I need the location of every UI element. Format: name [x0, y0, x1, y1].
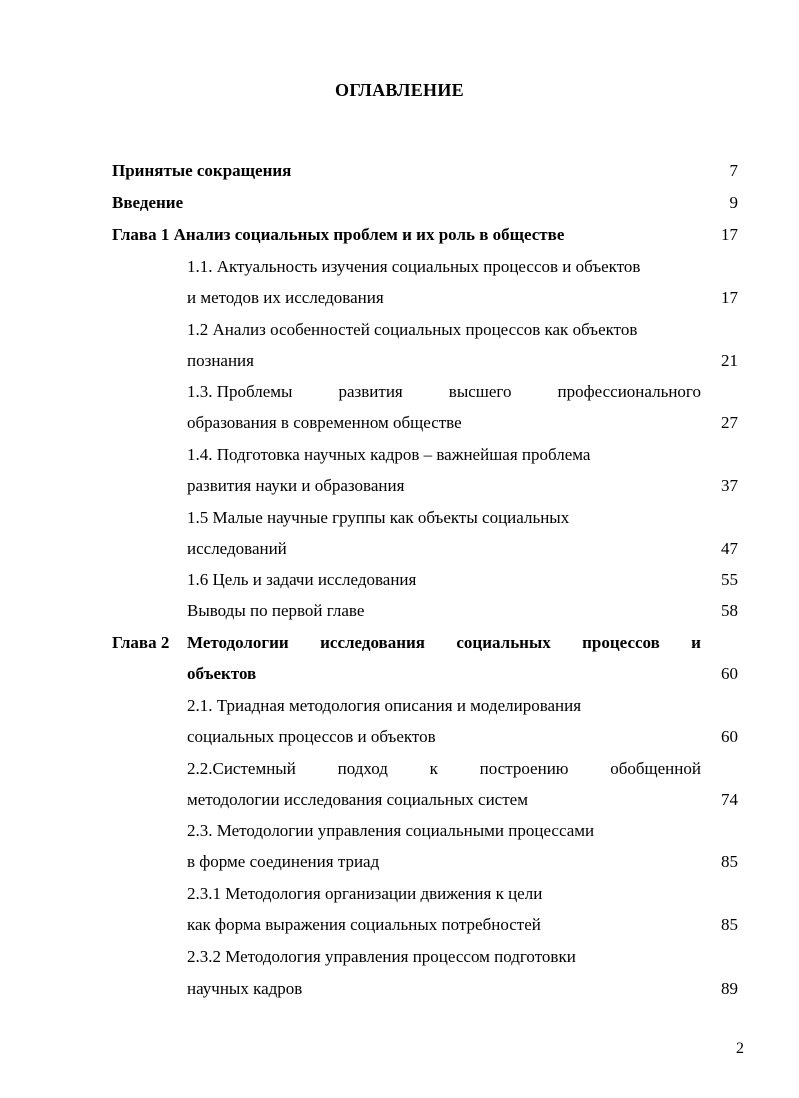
toc-title: ОГЛАВЛЕНИЕ [335, 80, 464, 100]
toc-word: 1.3. Проблемы [187, 382, 293, 401]
toc-page-number: 74 [721, 790, 738, 809]
toc-entry-text: Введение [112, 193, 184, 212]
toc-entry-line2: развития науки и образования [187, 476, 405, 495]
toc-entry-line2: методологии исследования социальных систем [187, 790, 528, 809]
toc-page-number: 17 [721, 225, 738, 244]
toc-page-number: 7 [729, 161, 738, 180]
toc-entry-line1: 2.3.2 Методология управления процессом подготовки [187, 947, 576, 966]
toc-entry-text: 1.6 Цель и задачи исследования [187, 570, 417, 589]
toc-word: социальных [456, 633, 551, 652]
toc-word: Методологии [187, 633, 289, 652]
toc-word: построению [479, 759, 569, 778]
toc-page-number: 21 [721, 351, 738, 370]
toc-entry-line2: исследований [187, 539, 287, 558]
toc-page-number: 27 [721, 413, 738, 432]
toc-page-number: 85 [721, 852, 738, 871]
toc-word: и [691, 633, 701, 652]
toc-entry-line2: научных кадров [187, 979, 303, 998]
toc-entry-line2: социальных процессов и объектов [187, 727, 436, 746]
toc-entry-line1: 2.1. Триадная методология описания и моделирования [187, 696, 582, 715]
toc-entry-line1: 1.2 Анализ особенностей социальных процессов как объектов [187, 320, 638, 339]
toc-entry-line2: как форма выражения социальных потребностей [187, 915, 541, 934]
toc-word: подход [337, 759, 388, 778]
toc-page-number: 9 [729, 193, 738, 212]
toc-entry-text: Выводы по первой главе [187, 601, 365, 620]
toc-page-number: 17 [721, 288, 738, 307]
toc-entry-line1: 2.3. Методологии управления социальными процессами [187, 821, 595, 840]
toc-entry-line1: 2.3.1 Методология организации движения к цели [187, 884, 543, 903]
toc-entry-line1: 1.4. Подготовка научных кадров – важнейшая проблема [187, 445, 591, 464]
toc-entry-line1 [187, 757, 701, 781]
toc-entry-text: Глава 1 Анализ социальных проблем и их роль в обществе [112, 225, 565, 244]
toc-entry-line2: познания [187, 351, 254, 370]
toc-word: профессионального [557, 382, 701, 401]
toc-entry-line1 [187, 631, 701, 655]
toc-word: 2.2.Системный [187, 759, 296, 778]
toc-entry-line2: в форме соединения триад [187, 852, 380, 871]
toc-page-number: 60 [721, 664, 738, 683]
toc-word: к [429, 759, 438, 778]
toc-word: исследования [320, 633, 425, 652]
toc-page-number: 85 [721, 915, 738, 934]
toc-word: обобщенной [610, 759, 701, 778]
toc-entry-line2: образования в современном обществе [187, 413, 462, 432]
toc-entry-line1: 1.1. Актуальность изучения социальных процессов и объектов [187, 257, 641, 276]
toc-entry-line2: объектов [187, 664, 257, 683]
toc-entry-text: Принятые сокращения [112, 161, 292, 180]
toc-word: развития [338, 382, 403, 401]
toc-page-number: 37 [721, 476, 738, 495]
toc-chapter-prefix: Глава 2 [112, 633, 170, 652]
toc-entry-line1 [187, 380, 701, 404]
toc-word: процессов [582, 633, 660, 652]
toc-page-number: 60 [721, 727, 738, 746]
toc-entry-line1: 1.5 Малые научные группы как объекты социальных [187, 508, 570, 527]
toc-word: высшего [448, 382, 512, 401]
toc-page-number: 89 [721, 979, 738, 998]
toc-entry-line2: и методов их исследования [187, 288, 384, 307]
page-number: 2 [736, 1040, 744, 1057]
toc-page-number: 47 [721, 539, 738, 558]
toc-page-number: 58 [721, 601, 738, 620]
toc-page-number: 55 [721, 570, 738, 589]
